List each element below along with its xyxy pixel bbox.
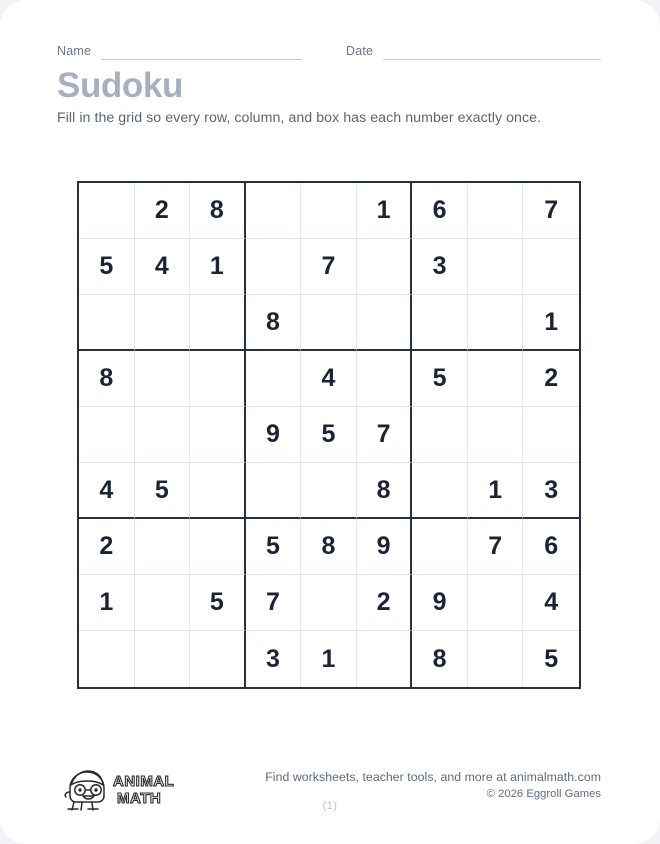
sudoku-cell-given[interactable]: 5	[246, 519, 302, 575]
sudoku-cell-given[interactable]: 1	[523, 295, 579, 351]
sudoku-cell-empty[interactable]	[412, 463, 468, 519]
sudoku-cell-given[interactable]: 7	[246, 575, 302, 631]
sudoku-cell-given[interactable]: 7	[301, 239, 357, 295]
sudoku-cell-empty[interactable]	[190, 463, 246, 519]
sudoku-cell-empty[interactable]	[301, 575, 357, 631]
date-label: Date	[346, 44, 374, 58]
sudoku-cell-empty[interactable]	[523, 407, 579, 463]
sudoku-cell-given[interactable]: 7	[468, 519, 524, 575]
sudoku-cell-given[interactable]: 4	[135, 239, 191, 295]
sudoku-cell-given[interactable]: 5	[544, 644, 559, 673]
sudoku-cell-given[interactable]: 5	[79, 239, 135, 295]
sudoku-cell-given[interactable]: 5	[190, 575, 246, 631]
sudoku-cell-given[interactable]: 3	[412, 239, 468, 295]
sudoku-cell-given[interactable]: 1	[301, 631, 357, 687]
sudoku-cell-given[interactable]: 4	[79, 463, 135, 519]
sudoku-cell-empty[interactable]	[135, 631, 191, 687]
sudoku-cell-empty[interactable]	[523, 239, 579, 295]
sudoku-cell-given[interactable]: 8	[79, 351, 135, 407]
sudoku-cell-empty[interactable]	[301, 463, 357, 519]
sudoku-cell-given[interactable]: 7	[523, 183, 579, 239]
sudoku-cell-given[interactable]: 6	[412, 183, 468, 239]
sudoku-cell-given[interactable]: 3	[246, 631, 302, 687]
sudoku-cell-empty[interactable]	[135, 295, 191, 351]
sudoku-cell-given[interactable]: 3	[523, 463, 579, 519]
sudoku-cell-given[interactable]: 8	[246, 295, 302, 351]
sudoku-grid	[77, 181, 581, 689]
sudoku-cell-given[interactable]: 1	[190, 239, 246, 295]
sudoku-cell-empty[interactable]	[190, 631, 246, 687]
sudoku-cell-empty[interactable]	[468, 239, 524, 295]
sudoku-cell-empty[interactable]	[468, 351, 524, 407]
sudoku-cell-empty[interactable]	[301, 295, 357, 351]
footer-copyright: © 2026 Eggroll Games	[486, 788, 601, 800]
sudoku-cell-given[interactable]: 2	[79, 519, 135, 575]
sudoku-cell-given[interactable]: 4	[301, 351, 357, 407]
sudoku-cell-given[interactable]: 9	[412, 575, 468, 631]
logo-text-animal: ANIMAL	[113, 773, 175, 790]
sudoku-cell-given[interactable]: 4	[523, 575, 579, 631]
sudoku-cell-empty[interactable]	[246, 183, 302, 239]
footer-text-block	[181, 769, 601, 802]
sudoku-cell-given[interactable]: 9	[246, 407, 302, 463]
sudoku-cell-empty[interactable]	[357, 295, 413, 351]
sudoku-cell-empty[interactable]	[301, 183, 357, 239]
sudoku-cell-given[interactable]: 1	[357, 183, 413, 239]
sudoku-cell-given[interactable]: 9	[357, 519, 413, 575]
sudoku-cell-given[interactable]: 2	[357, 575, 413, 631]
sudoku-cell-empty[interactable]	[246, 463, 302, 519]
sudoku-cell-empty[interactable]	[357, 239, 413, 295]
sudoku-cell-given[interactable]: 6	[523, 519, 579, 575]
sudoku-cell-empty[interactable]	[135, 519, 191, 575]
sudoku-cell-empty[interactable]	[246, 239, 302, 295]
sudoku-cell-given[interactable]: 2	[523, 351, 579, 407]
sudoku-cell-given[interactable]: 2	[135, 183, 191, 239]
sudoku-cell-empty[interactable]	[135, 351, 191, 407]
logo-text-math: MATH	[117, 790, 162, 807]
sudoku-grid-cells	[79, 183, 579, 687]
page-title: Sudoku	[57, 66, 183, 105]
sudoku-cell-given[interactable]: 8	[412, 631, 468, 687]
sudoku-cell-given[interactable]: 8	[190, 183, 246, 239]
sudoku-cell-given[interactable]: 5	[412, 351, 468, 407]
sudoku-cell-given[interactable]: 5	[301, 407, 357, 463]
sudoku-cell-given[interactable]: 5	[135, 463, 191, 519]
sudoku-cell-empty[interactable]	[412, 407, 468, 463]
name-field-group	[57, 38, 302, 60]
footer-promo: Find worksheets, teacher tools, and more at animalmath.com	[265, 770, 601, 784]
sudoku-cell-empty[interactable]	[468, 295, 524, 351]
sudoku-cell-empty[interactable]	[246, 351, 302, 407]
sudoku-cell-empty[interactable]	[79, 631, 135, 687]
sudoku-cell-empty[interactable]	[190, 295, 246, 351]
sudoku-cell-empty[interactable]	[190, 407, 246, 463]
name-input-line[interactable]	[101, 58, 302, 60]
student-info-row	[0, 38, 660, 60]
date-input-line[interactable]	[383, 58, 601, 60]
instructions-text: Fill in the grid so every row, column, and box has each number exactly once.	[57, 110, 542, 126]
name-label: Name	[57, 44, 92, 58]
sudoku-cell-empty[interactable]	[79, 407, 135, 463]
sudoku-cell-empty[interactable]	[190, 519, 246, 575]
sudoku-cell-empty[interactable]	[135, 407, 191, 463]
sudoku-cell-empty[interactable]	[79, 295, 135, 351]
sudoku-cell-given[interactable]: 1	[468, 463, 524, 519]
sudoku-cell-given[interactable]: 7	[357, 407, 413, 463]
sudoku-cell-given[interactable]: 8	[301, 519, 357, 575]
sudoku-cell-empty[interactable]	[79, 183, 135, 239]
sudoku-cell-empty[interactable]	[468, 575, 524, 631]
sudoku-cell-empty[interactable]	[468, 631, 524, 687]
page-number: (1)	[322, 800, 338, 812]
sudoku-cell-empty[interactable]	[357, 351, 413, 407]
sudoku-cell-empty[interactable]	[412, 519, 468, 575]
sudoku-cell-empty[interactable]	[412, 295, 468, 351]
sudoku-cell-empty[interactable]	[468, 183, 524, 239]
sudoku-cell-empty[interactable]	[468, 407, 524, 463]
sudoku-cell-empty[interactable]	[135, 575, 191, 631]
sudoku-cell-empty[interactable]	[190, 351, 246, 407]
sudoku-cell-given[interactable]: 8	[357, 463, 413, 519]
sudoku-cell-empty[interactable]	[357, 631, 413, 687]
date-field-group	[346, 38, 601, 60]
sudoku-cell-given[interactable]: 1	[79, 575, 135, 631]
